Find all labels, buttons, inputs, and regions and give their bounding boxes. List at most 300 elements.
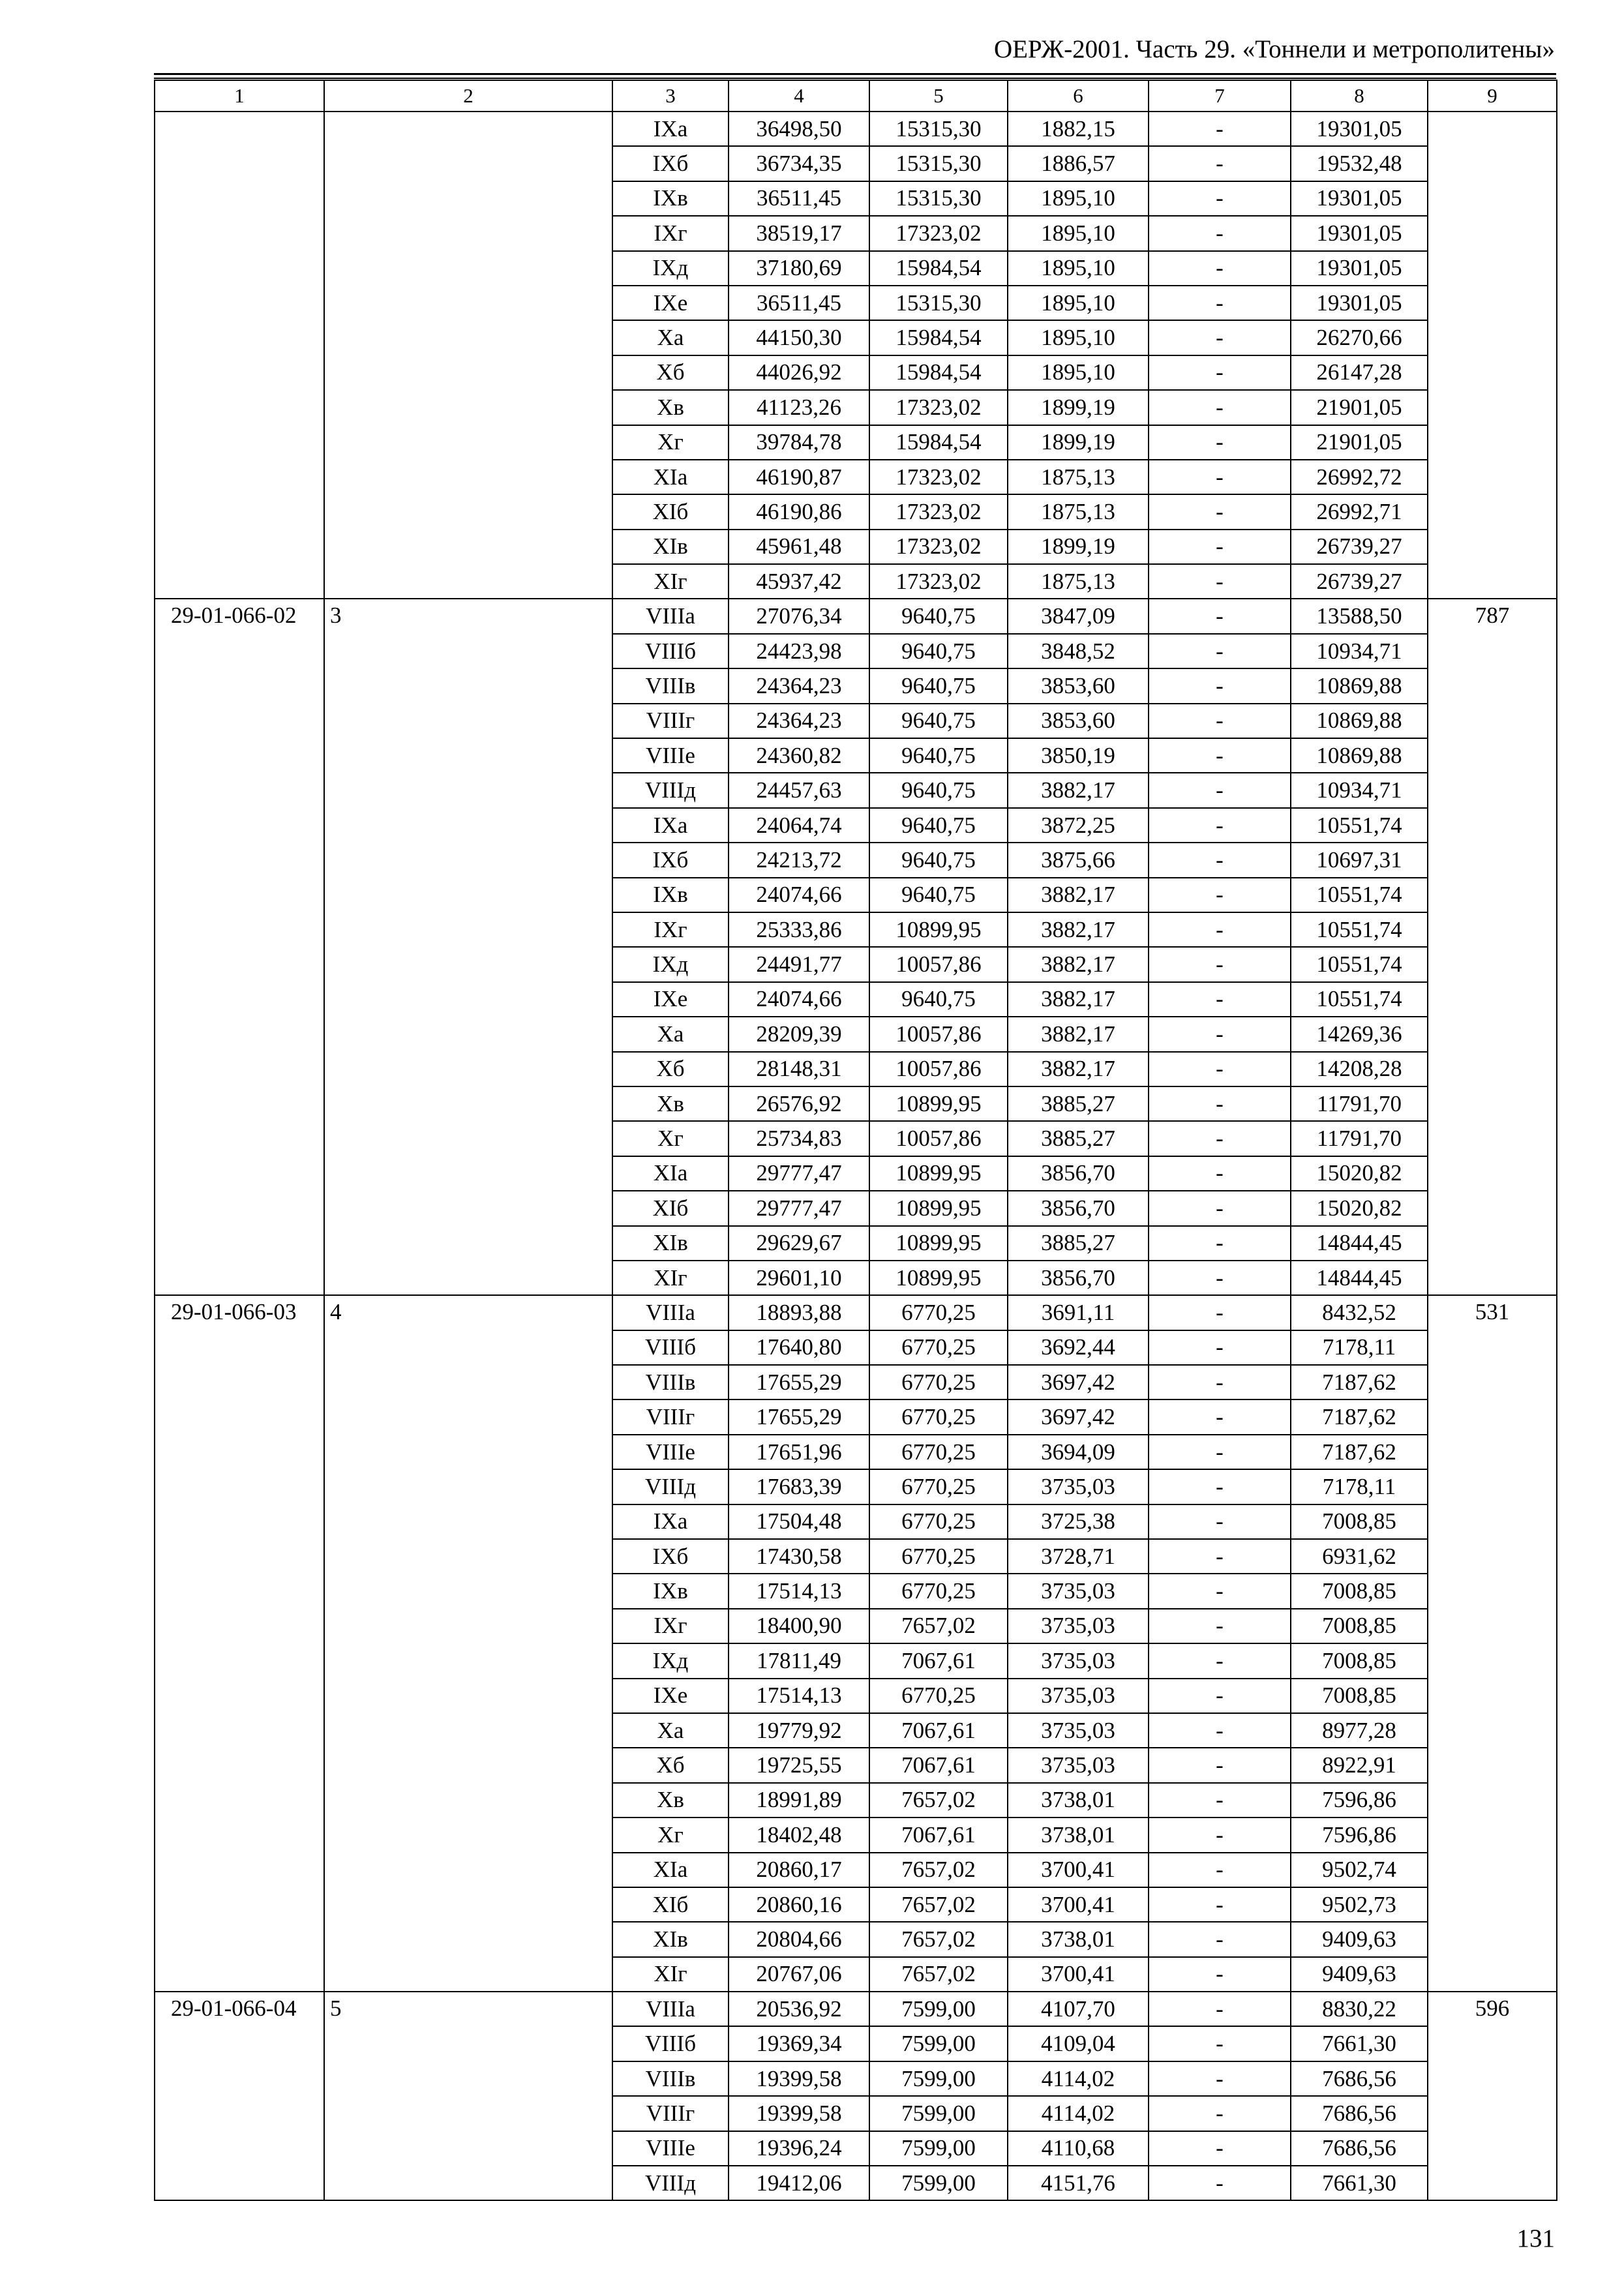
material-cost: - — [1149, 878, 1291, 912]
materials-cost: 7008,85 — [1291, 1574, 1428, 1608]
labor-cost: 9640,75 — [869, 634, 1008, 668]
total-cost: 24064,74 — [729, 808, 869, 843]
material-cost: - — [1149, 1191, 1291, 1225]
machine-cost: 3697,42 — [1008, 1365, 1149, 1399]
machine-cost: 1899,19 — [1008, 390, 1149, 425]
item-code: 29-01-066-03 — [155, 1295, 324, 1992]
zone-code: Xб — [612, 1748, 729, 1782]
total-cost: 29601,10 — [729, 1261, 869, 1295]
zone-code: VIIIa — [612, 1295, 729, 1330]
total-cost: 18991,89 — [729, 1783, 869, 1818]
zone-code: Xa — [612, 1017, 729, 1051]
machine-cost: 1899,19 — [1008, 425, 1149, 460]
materials-cost: 10551,74 — [1291, 947, 1428, 981]
labor-cost: 7657,02 — [869, 1783, 1008, 1818]
total-cost: 18402,48 — [729, 1818, 869, 1852]
zone-code: VIIIв — [612, 2061, 729, 2096]
machine-cost: 1875,13 — [1008, 564, 1149, 599]
zone-code: XIa — [612, 1853, 729, 1887]
zone-code: Xб — [612, 1052, 729, 1086]
total-cost: 19369,34 — [729, 2026, 869, 2061]
labor-cost: 6770,25 — [869, 1295, 1008, 1330]
labor-cost: 10057,86 — [869, 1052, 1008, 1086]
machine-cost: 3850,19 — [1008, 738, 1149, 773]
materials-cost: 14269,36 — [1291, 1017, 1428, 1051]
machine-cost: 3691,11 — [1008, 1295, 1149, 1330]
labor-cost: 9640,75 — [869, 773, 1008, 807]
total-cost: 17504,48 — [729, 1504, 869, 1539]
materials-cost: 7686,56 — [1291, 2061, 1428, 2096]
machine-cost: 3856,70 — [1008, 1156, 1149, 1191]
zone-code: XIг — [612, 564, 729, 599]
machine-cost: 3885,27 — [1008, 1086, 1149, 1121]
material-cost: - — [1149, 1887, 1291, 1922]
materials-cost: 7686,56 — [1291, 2131, 1428, 2166]
labor-cost: 17323,02 — [869, 530, 1008, 564]
total-cost: 44026,92 — [729, 355, 869, 390]
total-cost: 38519,17 — [729, 216, 869, 250]
zone-code: VIIIд — [612, 773, 729, 807]
materials-cost: 7178,11 — [1291, 1330, 1428, 1365]
machine-cost: 4151,76 — [1008, 2166, 1149, 2200]
material-cost: - — [1149, 2131, 1291, 2166]
material-cost: - — [1149, 320, 1291, 355]
material-cost: - — [1149, 1365, 1291, 1399]
machine-cost: 4109,04 — [1008, 2026, 1149, 2061]
zone-code: XIa — [612, 460, 729, 494]
materials-cost: 26739,27 — [1291, 530, 1428, 564]
labor-cost: 6770,25 — [869, 1399, 1008, 1434]
total-cost: 18400,90 — [729, 1609, 869, 1643]
machine-cost: 3856,70 — [1008, 1191, 1149, 1225]
zone-code: Xв — [612, 1086, 729, 1121]
material-cost: - — [1149, 390, 1291, 425]
material-cost: - — [1149, 912, 1291, 947]
total-cost: 24491,77 — [729, 947, 869, 981]
machine-cost: 4114,02 — [1008, 2061, 1149, 2096]
labor-cost: 17323,02 — [869, 216, 1008, 250]
materials-cost: 7008,85 — [1291, 1679, 1428, 1713]
materials-cost: 21901,05 — [1291, 425, 1428, 460]
total-cost: 24423,98 — [729, 634, 869, 668]
total-cost: 24364,23 — [729, 668, 869, 703]
machine-cost: 3694,09 — [1008, 1435, 1149, 1469]
material-cost: - — [1149, 599, 1291, 633]
labor-cost: 17323,02 — [869, 460, 1008, 494]
material-cost: - — [1149, 738, 1291, 773]
material-cost: - — [1149, 425, 1291, 460]
zone-code: Xa — [612, 320, 729, 355]
labor-cost: 6770,25 — [869, 1504, 1008, 1539]
material-cost: - — [1149, 1226, 1291, 1261]
machine-cost: 1895,10 — [1008, 320, 1149, 355]
material-cost: - — [1149, 982, 1291, 1017]
total-cost: 20804,66 — [729, 1922, 869, 1956]
total-cost: 19412,06 — [729, 2166, 869, 2200]
labor-cost: 10899,95 — [869, 1086, 1008, 1121]
total-cost: 36511,45 — [729, 181, 869, 216]
materials-cost: 15020,82 — [1291, 1191, 1428, 1225]
total-cost: 20860,16 — [729, 1887, 869, 1922]
machine-cost: 4110,68 — [1008, 2131, 1149, 2166]
labor-cost: 9640,75 — [869, 599, 1008, 633]
materials-cost: 11791,70 — [1291, 1086, 1428, 1121]
zone-code: IXб — [612, 146, 729, 181]
material-cost: - — [1149, 843, 1291, 877]
materials-cost: 13588,50 — [1291, 599, 1428, 633]
materials-cost: 8830,22 — [1291, 1992, 1428, 2026]
total-cost: 44150,30 — [729, 320, 869, 355]
machine-cost: 3738,01 — [1008, 1818, 1149, 1852]
column-number: 8 — [1291, 80, 1428, 112]
header-rule-thin — [154, 78, 1556, 79]
zone-code: IXв — [612, 878, 729, 912]
materials-cost: 15020,82 — [1291, 1156, 1428, 1191]
labor-cost: 6770,25 — [869, 1365, 1008, 1399]
material-cost: - — [1149, 494, 1291, 529]
column-number: 9 — [1428, 80, 1557, 112]
machine-cost: 1895,10 — [1008, 216, 1149, 250]
machine-cost: 3875,66 — [1008, 843, 1149, 877]
labor-cost: 10899,95 — [869, 1191, 1008, 1225]
labor-cost: 6770,25 — [869, 1539, 1008, 1574]
labor-cost: 7599,00 — [869, 2096, 1008, 2131]
column-number: 1 — [155, 80, 324, 112]
labor-cost: 9640,75 — [869, 843, 1008, 877]
total-cost: 28209,39 — [729, 1017, 869, 1051]
material-cost: - — [1149, 2061, 1291, 2096]
labor-cost: 9640,75 — [869, 878, 1008, 912]
price-table — [154, 80, 1557, 2201]
material-cost: - — [1149, 530, 1291, 564]
total-cost: 28148,31 — [729, 1052, 869, 1086]
zone-code: VIIIг — [612, 704, 729, 738]
materials-cost: 9502,74 — [1291, 1853, 1428, 1887]
labor-cost: 15984,54 — [869, 355, 1008, 390]
labor-cost: 10899,95 — [869, 912, 1008, 947]
total-cost: 29777,47 — [729, 1156, 869, 1191]
zone-code: IXе — [612, 1679, 729, 1713]
zone-code: XIг — [612, 1261, 729, 1295]
materials-cost: 9409,63 — [1291, 1922, 1428, 1956]
machine-cost: 1895,10 — [1008, 251, 1149, 286]
table-row — [155, 112, 1557, 146]
zone-code: Xг — [612, 1818, 729, 1852]
zone-code: XIв — [612, 530, 729, 564]
material-cost: - — [1149, 1574, 1291, 1608]
zone-code: Xб — [612, 355, 729, 390]
zone-code: VIIIе — [612, 738, 729, 773]
machine-cost: 1895,10 — [1008, 181, 1149, 216]
labor-cost: 15315,30 — [869, 286, 1008, 320]
item-number: 4 — [324, 1295, 612, 1992]
materials-cost: 14844,45 — [1291, 1226, 1428, 1261]
zone-code: IXб — [612, 1539, 729, 1574]
zone-code: VIIIг — [612, 1399, 729, 1434]
total-cost: 24074,66 — [729, 982, 869, 1017]
materials-cost: 7661,30 — [1291, 2026, 1428, 2061]
materials-cost: 19301,05 — [1291, 181, 1428, 216]
material-cost: - — [1149, 2026, 1291, 2061]
labor-cost: 15984,54 — [869, 425, 1008, 460]
material-cost: - — [1149, 1539, 1291, 1574]
labor-cost: 7657,02 — [869, 1853, 1008, 1887]
labor-cost: 7657,02 — [869, 1609, 1008, 1643]
material-cost: - — [1149, 1748, 1291, 1782]
machine-cost: 3882,17 — [1008, 982, 1149, 1017]
labor-cost: 9640,75 — [869, 704, 1008, 738]
materials-cost: 6931,62 — [1291, 1539, 1428, 1574]
materials-cost: 26147,28 — [1291, 355, 1428, 390]
materials-cost: 10934,71 — [1291, 634, 1428, 668]
material-cost: - — [1149, 1261, 1291, 1295]
labor-cost: 7599,00 — [869, 2131, 1008, 2166]
labor-cost: 7657,02 — [869, 1922, 1008, 1956]
total-cost: 20860,17 — [729, 1853, 869, 1887]
materials-cost: 7661,30 — [1291, 2166, 1428, 2200]
material-cost: - — [1149, 773, 1291, 807]
total-cost: 36734,35 — [729, 146, 869, 181]
material-cost: - — [1149, 146, 1291, 181]
column-number: 6 — [1008, 80, 1149, 112]
machine-cost: 3700,41 — [1008, 1853, 1149, 1887]
labor-hours: 531 — [1428, 1295, 1557, 1992]
material-cost: - — [1149, 564, 1291, 599]
labor-cost: 15315,30 — [869, 181, 1008, 216]
material-cost: - — [1149, 1469, 1291, 1504]
labor-cost: 10057,86 — [869, 1121, 1008, 1156]
total-cost: 20767,06 — [729, 1957, 869, 1992]
machine-cost: 1882,15 — [1008, 112, 1149, 146]
zone-code: IXг — [612, 1609, 729, 1643]
item-code — [155, 112, 324, 599]
zone-code: XIг — [612, 1957, 729, 1992]
total-cost: 19399,58 — [729, 2061, 869, 2096]
machine-cost: 3847,09 — [1008, 599, 1149, 633]
column-number: 2 — [324, 80, 612, 112]
table-row — [155, 1295, 1557, 1330]
materials-cost: 9409,63 — [1291, 1957, 1428, 1992]
material-cost: - — [1149, 1017, 1291, 1051]
machine-cost: 3735,03 — [1008, 1574, 1149, 1608]
materials-cost: 21901,05 — [1291, 390, 1428, 425]
labor-cost: 9640,75 — [869, 808, 1008, 843]
labor-hours: 596 — [1428, 1992, 1557, 2200]
total-cost: 17811,49 — [729, 1643, 869, 1678]
material-cost: - — [1149, 1679, 1291, 1713]
total-cost: 45961,48 — [729, 530, 869, 564]
material-cost: - — [1149, 2166, 1291, 2200]
zone-code: Xa — [612, 1713, 729, 1748]
total-cost: 24213,72 — [729, 843, 869, 877]
total-cost: 36498,50 — [729, 112, 869, 146]
materials-cost: 10869,88 — [1291, 738, 1428, 773]
machine-cost: 3728,71 — [1008, 1539, 1149, 1574]
item-code: 29-01-066-02 — [155, 599, 324, 1295]
material-cost: - — [1149, 634, 1291, 668]
machine-cost: 4114,02 — [1008, 2096, 1149, 2131]
total-cost: 39784,78 — [729, 425, 869, 460]
total-cost: 27076,34 — [729, 599, 869, 633]
zone-code: IXе — [612, 982, 729, 1017]
total-cost: 29629,67 — [729, 1226, 869, 1261]
labor-cost: 6770,25 — [869, 1679, 1008, 1713]
material-cost: - — [1149, 947, 1291, 981]
labor-cost: 7599,00 — [869, 2026, 1008, 2061]
machine-cost: 3735,03 — [1008, 1679, 1149, 1713]
machine-cost: 3848,52 — [1008, 634, 1149, 668]
machine-cost: 3735,03 — [1008, 1713, 1149, 1748]
total-cost: 19399,58 — [729, 2096, 869, 2131]
labor-cost: 9640,75 — [869, 982, 1008, 1017]
labor-hours — [1428, 112, 1557, 599]
material-cost: - — [1149, 1609, 1291, 1643]
table-row — [155, 599, 1557, 633]
machine-cost: 3856,70 — [1008, 1261, 1149, 1295]
material-cost: - — [1149, 181, 1291, 216]
zone-code: VIIIб — [612, 2026, 729, 2061]
material-cost: - — [1149, 1330, 1291, 1365]
total-cost: 19396,24 — [729, 2131, 869, 2166]
labor-cost: 7599,00 — [869, 2166, 1008, 2200]
materials-cost: 19301,05 — [1291, 251, 1428, 286]
materials-cost: 7686,56 — [1291, 2096, 1428, 2131]
materials-cost: 10697,31 — [1291, 843, 1428, 877]
total-cost: 36511,45 — [729, 286, 869, 320]
material-cost: - — [1149, 1992, 1291, 2026]
material-cost: - — [1149, 1086, 1291, 1121]
machine-cost: 3735,03 — [1008, 1643, 1149, 1678]
machine-cost: 3735,03 — [1008, 1609, 1149, 1643]
zone-code: VIIIб — [612, 634, 729, 668]
labor-hours: 787 — [1428, 599, 1557, 1295]
materials-cost: 19532,48 — [1291, 146, 1428, 181]
machine-cost: 3853,60 — [1008, 668, 1149, 703]
item-code: 29-01-066-04 — [155, 1992, 324, 2200]
total-cost: 26576,92 — [729, 1086, 869, 1121]
zone-code: VIIIг — [612, 2096, 729, 2131]
zone-code: IXд — [612, 947, 729, 981]
page-number: 131 — [1516, 2224, 1555, 2252]
zone-code: VIIIб — [612, 1330, 729, 1365]
zone-code: XIб — [612, 1191, 729, 1225]
total-cost: 17514,13 — [729, 1574, 869, 1608]
labor-cost: 15315,30 — [869, 112, 1008, 146]
materials-cost: 14844,45 — [1291, 1261, 1428, 1295]
total-cost: 25333,86 — [729, 912, 869, 947]
item-number — [324, 112, 612, 599]
total-cost: 17655,29 — [729, 1399, 869, 1434]
machine-cost: 1875,13 — [1008, 460, 1149, 494]
column-number: 5 — [869, 80, 1008, 112]
material-cost: - — [1149, 2096, 1291, 2131]
zone-code: IXг — [612, 216, 729, 250]
labor-cost: 6770,25 — [869, 1574, 1008, 1608]
materials-cost: 7596,86 — [1291, 1818, 1428, 1852]
machine-cost: 3738,01 — [1008, 1783, 1149, 1818]
materials-cost: 7178,11 — [1291, 1469, 1428, 1504]
labor-cost: 7657,02 — [869, 1957, 1008, 1992]
labor-cost: 7657,02 — [869, 1887, 1008, 1922]
materials-cost: 10551,74 — [1291, 878, 1428, 912]
machine-cost: 1875,13 — [1008, 494, 1149, 529]
labor-cost: 10057,86 — [869, 1017, 1008, 1051]
labor-cost: 7067,61 — [869, 1643, 1008, 1678]
labor-cost: 15315,30 — [869, 146, 1008, 181]
zone-code: Xг — [612, 1121, 729, 1156]
labor-cost: 7599,00 — [869, 1992, 1008, 2026]
total-cost: 45937,42 — [729, 564, 869, 599]
machine-cost: 1886,57 — [1008, 146, 1149, 181]
zone-code: VIIIa — [612, 599, 729, 633]
labor-cost: 7067,61 — [869, 1818, 1008, 1852]
material-cost: - — [1149, 1818, 1291, 1852]
zone-code: XIв — [612, 1922, 729, 1956]
total-cost: 19779,92 — [729, 1713, 869, 1748]
material-cost: - — [1149, 460, 1291, 494]
total-cost: 24074,66 — [729, 878, 869, 912]
material-cost: - — [1149, 1156, 1291, 1191]
zone-code: XIб — [612, 494, 729, 529]
materials-cost: 10551,74 — [1291, 808, 1428, 843]
total-cost: 46190,86 — [729, 494, 869, 529]
column-number: 4 — [729, 80, 869, 112]
material-cost: - — [1149, 1853, 1291, 1887]
zone-code: VIIIд — [612, 2166, 729, 2200]
materials-cost: 10551,74 — [1291, 912, 1428, 947]
machine-cost: 3882,17 — [1008, 1017, 1149, 1051]
materials-cost: 19301,05 — [1291, 216, 1428, 250]
total-cost: 24364,23 — [729, 704, 869, 738]
labor-cost: 6770,25 — [869, 1330, 1008, 1365]
zone-code: VIIIв — [612, 1365, 729, 1399]
materials-cost: 8977,28 — [1291, 1713, 1428, 1748]
labor-cost: 6770,25 — [869, 1469, 1008, 1504]
total-cost: 17683,39 — [729, 1469, 869, 1504]
materials-cost: 10934,71 — [1291, 773, 1428, 807]
materials-cost: 7008,85 — [1291, 1643, 1428, 1678]
total-cost: 17430,58 — [729, 1539, 869, 1574]
material-cost: - — [1149, 286, 1291, 320]
materials-cost: 19301,05 — [1291, 286, 1428, 320]
material-cost: - — [1149, 1783, 1291, 1818]
materials-cost: 26270,66 — [1291, 320, 1428, 355]
zone-code: VIIIд — [612, 1469, 729, 1504]
materials-cost: 7008,85 — [1291, 1609, 1428, 1643]
labor-cost: 10057,86 — [869, 947, 1008, 981]
zone-code: IXa — [612, 808, 729, 843]
material-cost: - — [1149, 808, 1291, 843]
machine-cost: 1895,10 — [1008, 355, 1149, 390]
zone-code: IXa — [612, 112, 729, 146]
machine-cost: 3882,17 — [1008, 773, 1149, 807]
machine-cost: 3692,44 — [1008, 1330, 1149, 1365]
material-cost: - — [1149, 112, 1291, 146]
total-cost: 41123,26 — [729, 390, 869, 425]
material-cost: - — [1149, 1713, 1291, 1748]
total-cost: 20536,92 — [729, 1992, 869, 2026]
material-cost: - — [1149, 251, 1291, 286]
zone-code: Xв — [612, 1783, 729, 1818]
zone-code: IXд — [612, 251, 729, 286]
zone-code: IXд — [612, 1643, 729, 1678]
materials-cost: 10869,88 — [1291, 668, 1428, 703]
zone-code: VIIIв — [612, 668, 729, 703]
total-cost: 25734,83 — [729, 1121, 869, 1156]
material-cost: - — [1149, 668, 1291, 703]
labor-cost: 10899,95 — [869, 1261, 1008, 1295]
total-cost: 37180,69 — [729, 251, 869, 286]
